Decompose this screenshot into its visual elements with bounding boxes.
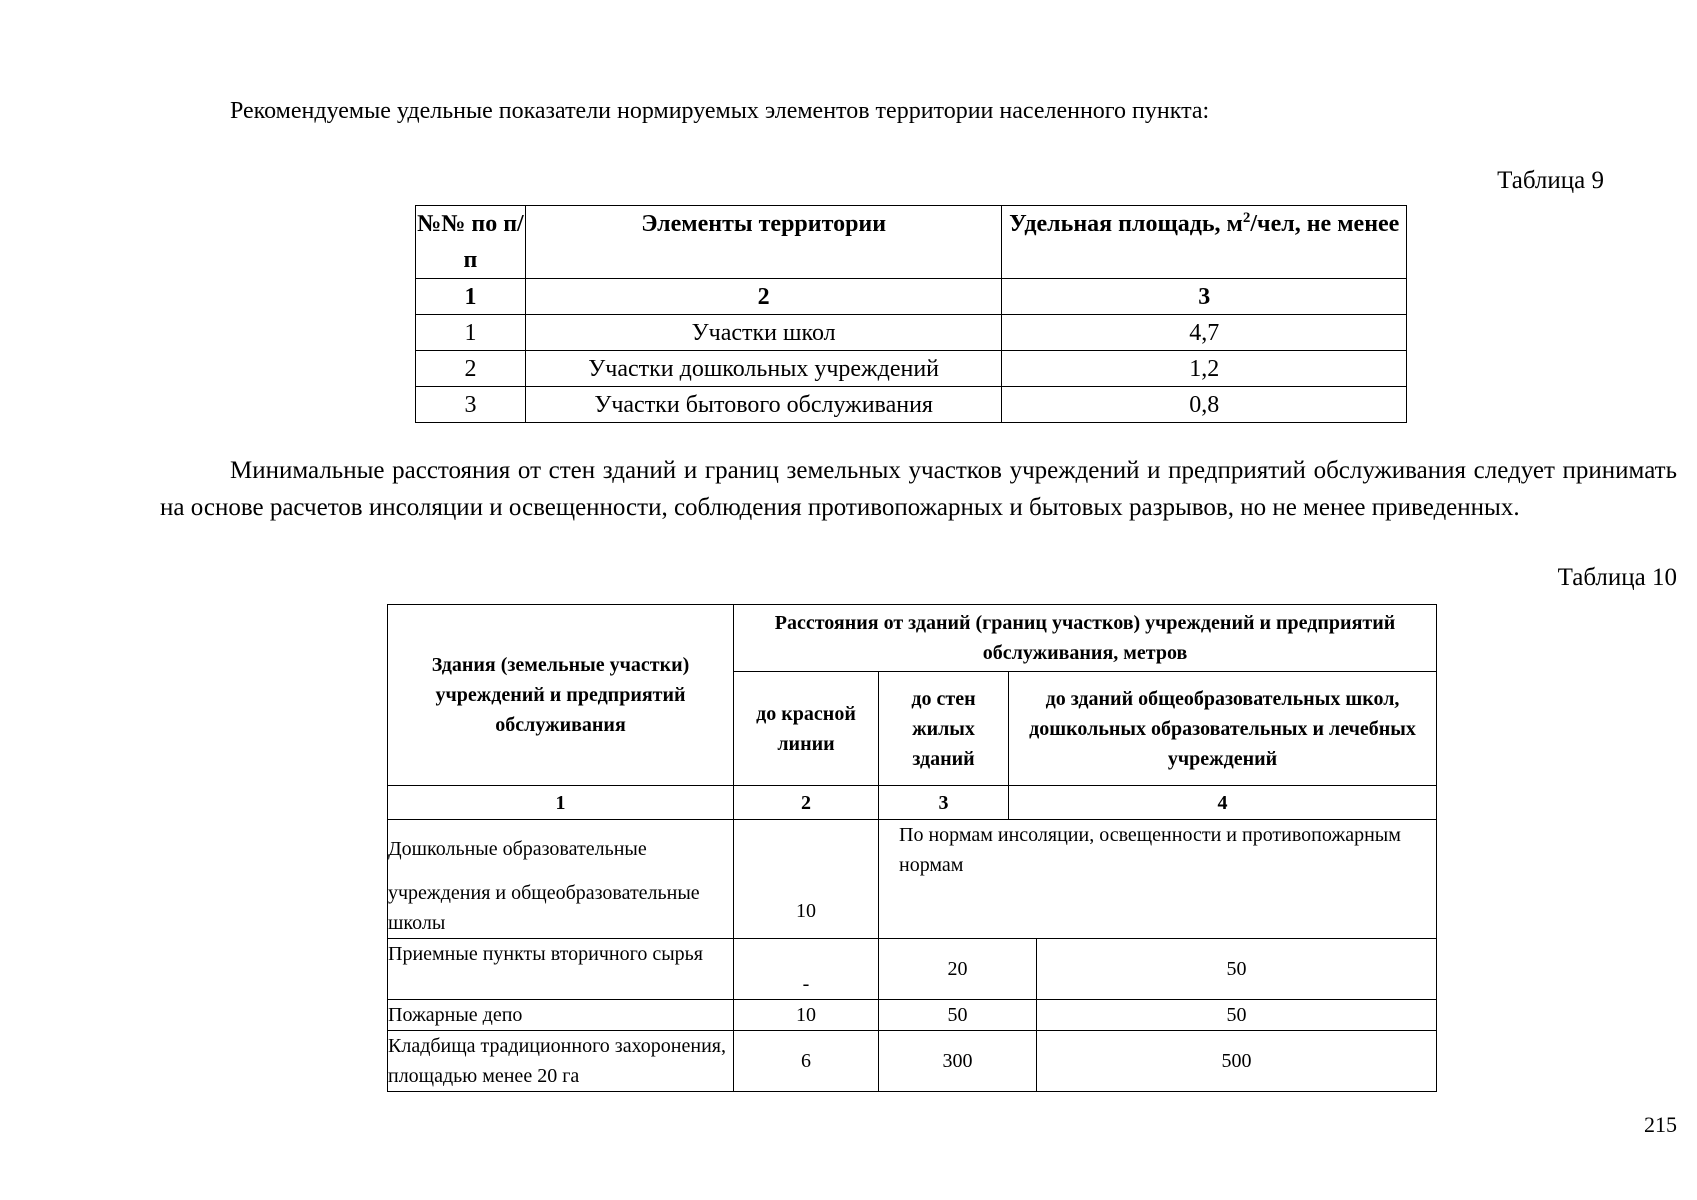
header-area-tail: /чел, не менее	[1250, 211, 1400, 237]
cell-number: 1	[416, 315, 526, 351]
header-schools: до зданий общеобразовательных школ, дошкольных образовательных и лечебных учреждений	[1009, 672, 1437, 786]
header-distances: Расстояния от зданий (границ участков) учреждений и предприятий обслуживания, метров	[734, 605, 1437, 672]
cell-building-name: Кладбища традиционного захоронения, площадью менее 20 га	[388, 1031, 734, 1092]
table-row	[388, 939, 1437, 1000]
table-9	[415, 205, 1407, 423]
cell-residential: 20	[879, 939, 1037, 1000]
cell-residential: 50	[879, 1000, 1037, 1031]
table10-title: Таблица 10	[1557, 564, 1677, 591]
intro-text: Рекомендуемые удельные показатели нормируемых элементов территории населенного пункта:	[230, 98, 1210, 124]
col-number: 2	[734, 786, 879, 820]
table-row	[388, 1031, 1437, 1092]
cell-schools: 500	[1037, 1031, 1437, 1092]
cell-residential: 300	[879, 1031, 1037, 1092]
cell-note: По нормам инсоляции, освещенности и противопожарным нормам	[879, 820, 1437, 939]
building-name-line1: Дошкольные образовательные	[388, 838, 647, 860]
cell-red-line: 6	[734, 1031, 879, 1092]
header-elements: Элементы территории	[525, 206, 1002, 279]
header-red-line: до красной линии	[734, 672, 879, 786]
cell-element: Участки бытового обслуживания	[525, 387, 1002, 423]
cell-number: 3	[416, 387, 526, 423]
cell-building-name: Приемные пункты вторичного сырья	[388, 939, 734, 1000]
header-area-sup: 2	[1242, 210, 1251, 226]
col-number: 3	[879, 786, 1009, 820]
cell-area: 4,7	[1002, 315, 1407, 351]
col-number: 4	[1009, 786, 1437, 820]
cell-area: 0,8	[1002, 387, 1407, 423]
cell-schools: 50	[1037, 1000, 1437, 1031]
cell-red-line: 10	[734, 1000, 879, 1031]
col-number: 1	[416, 279, 526, 315]
cell-element: Участки дошкольных учреждений	[525, 351, 1002, 387]
header-area-main: Удельная площадь, м	[1009, 211, 1243, 237]
cell-building-name: Пожарные депо	[388, 1000, 734, 1031]
header-number: №№ по п/п	[416, 206, 526, 279]
building-name-line2: учреждения и общеобразовательные школы	[388, 882, 700, 934]
page-number: 215	[1644, 1112, 1677, 1137]
header-area	[1002, 206, 1407, 279]
table-10	[387, 604, 1437, 1092]
column-number-row	[416, 279, 1407, 315]
table-header-row	[416, 206, 1407, 279]
header-buildings: Здания (земельные участки) учреждений и предприятий обслуживания	[388, 605, 734, 786]
table-row	[388, 1000, 1437, 1031]
table9-title: Таблица 9	[1497, 167, 1604, 194]
cell-red-line: 10	[734, 820, 879, 939]
cell-number: 2	[416, 351, 526, 387]
cell-schools: 50	[1037, 939, 1437, 1000]
column-number-row	[388, 786, 1437, 820]
table-row	[416, 351, 1407, 387]
table-row	[416, 315, 1407, 351]
col-number: 3	[1002, 279, 1407, 315]
cell-building-name	[388, 820, 734, 939]
table-row	[416, 387, 1407, 423]
header-residential: до стен жилых зданий	[879, 672, 1009, 786]
cell-red-line: -	[734, 939, 879, 1000]
col-number: 1	[388, 786, 734, 820]
cell-element: Участки школ	[525, 315, 1002, 351]
paragraph-text: Минимальные расстояния от стен зданий и границ земельных участков учреждений и предприятий обслуживания следует принимать на основе расчетов инсоляции и освещенности, соблюдения противопожарных и бытовых разрывов, но не менее приведенных.	[160, 457, 1677, 521]
cell-area: 1,2	[1002, 351, 1407, 387]
col-number: 2	[525, 279, 1002, 315]
table-header-row	[388, 605, 1437, 672]
body-paragraph	[160, 452, 1677, 526]
table-row	[388, 820, 1437, 939]
